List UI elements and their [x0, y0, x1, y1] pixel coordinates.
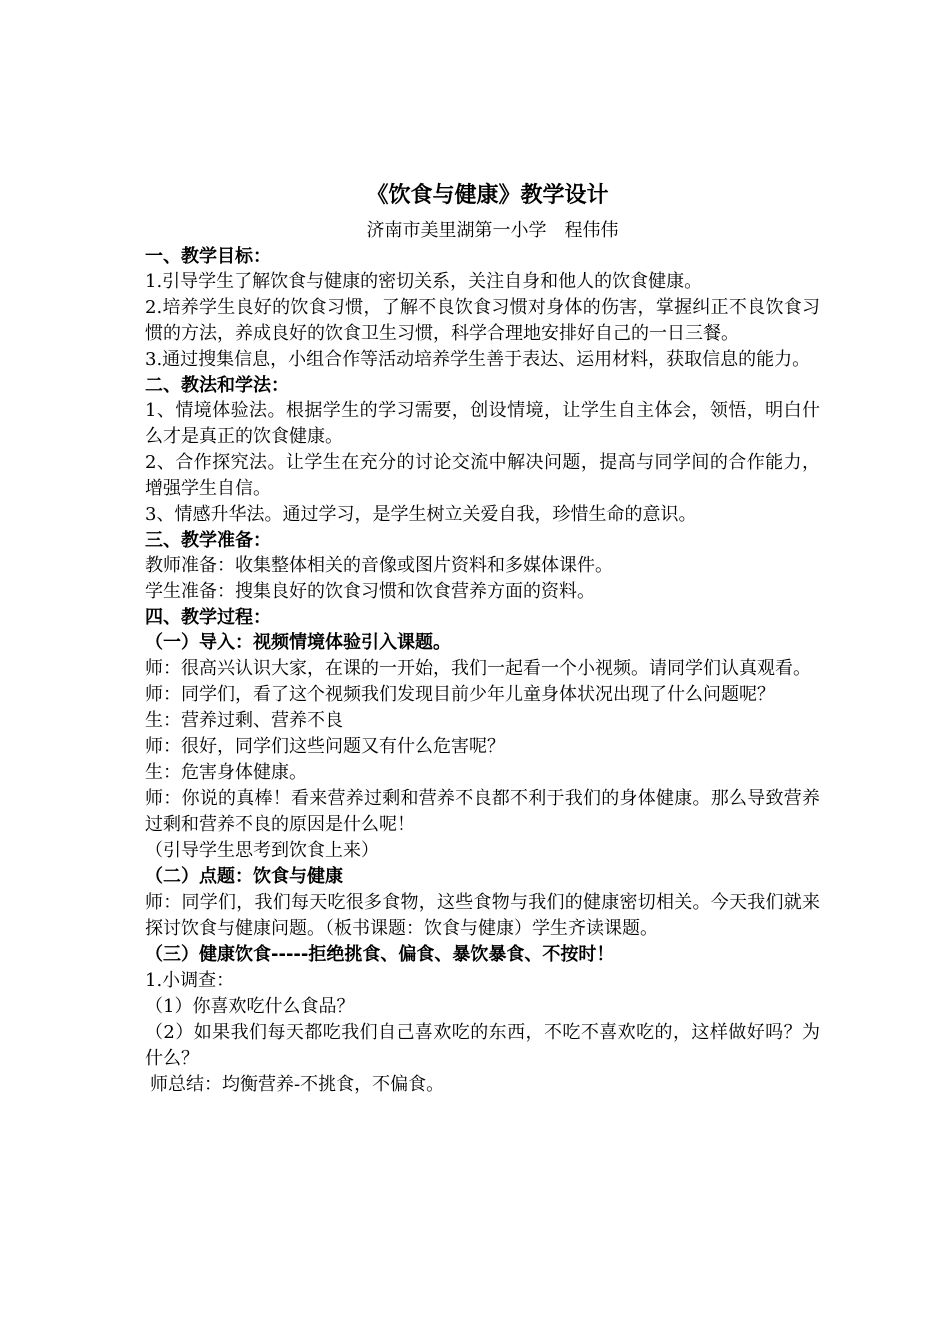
section-heading-goals: 一、教学目标： — [145, 246, 271, 267]
method-item: 2、合作探究法。让学生在充分的讨论交流中解决问题，提高与同学间的合作能力，增强学生自信。 — [145, 452, 820, 499]
dialogue-line: 师：同学们，我们每天吃很多食物，这些食物与我们的健康密切相关。今天我们就来探讨饮食与健康问题。（板书课题：饮食与健康）学生齐读课题。 — [145, 892, 820, 939]
goal-item: 3.通过搜集信息，小组合作等活动培养学生善于表达、运用材料，获取信息的能力。 — [145, 349, 811, 370]
survey-line: 师总结：均衡营养-不挑食，不偏食。 — [150, 1074, 445, 1095]
process-part3-heading: （三）健康饮食-----拒绝挑食、偏食、暴饮暴食、不按时！ — [145, 944, 615, 965]
section-heading-methods: 二、教法和学法： — [145, 375, 289, 396]
document-page — [145, 180, 820, 1098]
dialogue-line: 师：很高兴认识大家，在课的一开始，我们一起看一个小视频。请同学们认真观看。 — [145, 658, 811, 679]
dialogue-line: （引导学生思考到饮食上来） — [145, 840, 379, 861]
dialogue-line: 师：很好，同学们这些问题又有什么危害呢？ — [145, 736, 505, 757]
method-item: 1、情境体验法。根据学生的学习需要，创设情境，让学生自主体会，领悟，明白什么才是真正的饮食健康。 — [145, 400, 820, 447]
goal-item: 2.培养学生良好的饮食习惯，了解不良饮食习惯对身体的伤害，掌握纠正不良饮食习惯的方法，养成良好的饮食卫生习惯，科学合理地安排好自己的一日三餐。 — [145, 297, 820, 344]
survey-line: （1）你喜欢吃什么食品？ — [145, 996, 355, 1017]
prep-item: 学生准备：搜集良好的饮食习惯和饮食营养方面的资料。 — [145, 581, 595, 602]
section-heading-prep: 三、教学准备： — [145, 530, 271, 551]
survey-line: （2）如果我们每天都吃我们自己喜欢吃的东西，不吃不喜欢吃的，这样做好吗？为什么？ — [145, 1022, 820, 1069]
prep-item: 教师准备：收集整体相关的音像或图片资料和多媒体课件。 — [145, 555, 613, 576]
method-item: 3、情感升华法。通过学习，是学生树立关爱自我，珍惜生命的意识。 — [145, 504, 697, 525]
section-heading-process: 四、教学过程： — [145, 607, 271, 628]
document-title: 《饮食与健康》教学设计 — [366, 183, 609, 208]
dialogue-line: 师：同学们，看了这个视频我们发现目前少年儿童身体状况出现了什么问题呢？ — [145, 684, 775, 705]
dialogue-line: 生：营养过剩、营养不良 — [145, 710, 343, 731]
process-part2-heading: （二）点题：饮食与健康 — [145, 866, 343, 887]
dialogue-line: 生：危害身体健康。 — [145, 762, 307, 783]
dialogue-line: 师：你说的真棒！看来营养过剩和营养不良都不利于我们的身体健康。那么导致营养过剩和营养不良的原因是什么呢！ — [145, 788, 820, 835]
survey-line: 1.小调查： — [145, 970, 235, 991]
document-author: 济南市美里湖第一小学 程伟伟 — [366, 220, 619, 241]
goal-item: 1.引导学生了解饮食与健康的密切关系，关注自身和他人的饮食健康。 — [145, 271, 703, 292]
process-part1-heading: （一）导入：视频情境体验引入课题。 — [145, 632, 451, 653]
